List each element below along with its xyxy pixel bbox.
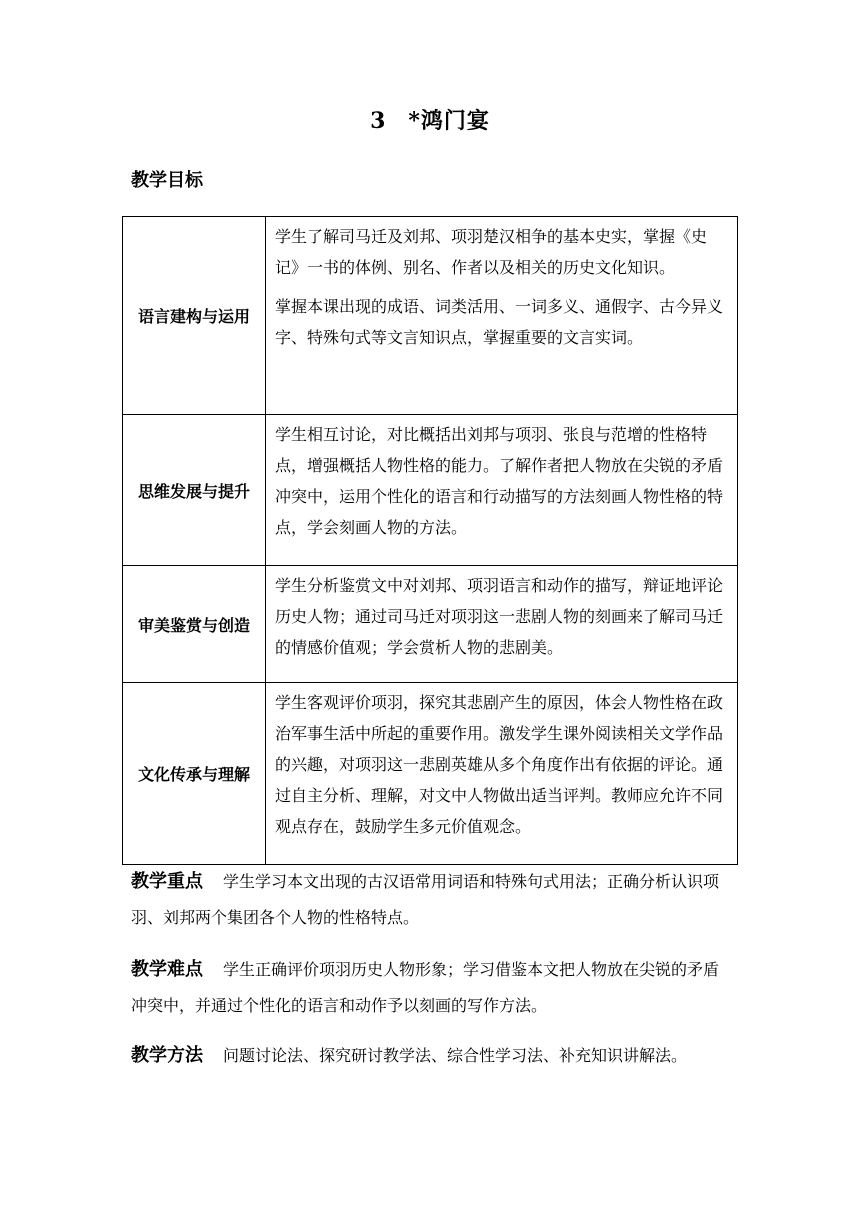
description-cell — [266, 683, 738, 865]
difficulties-label: 教学难点 — [131, 959, 203, 980]
methods-paragraph — [131, 1038, 731, 1074]
description-paragraph: 学生相互讨论，对比概括出刘邦与项羽、张良与范增的性格特点，增强概括人物性格的能力。了解作者把人物放在尖锐的矛盾冲突中，运用个性化的语言和行动描写的方法刻画人物性格的特点，学会刻画人物的方法。 — [275, 425, 724, 537]
objectives-table — [122, 216, 738, 865]
category-cell: 审美鉴赏与创造 — [123, 566, 266, 683]
lesson-number: 3 — [370, 108, 387, 134]
description-paragraph: 掌握本课出现的成语、词类活用、一词多义、通假字、古今异义字、特殊句式等文言知识点，掌握重要的文言实词。 — [275, 297, 724, 347]
key-points-text: 学生学习本文出现的古汉语常用词语和特殊句式用法；正确分析认识项羽、刘邦两个集团各个人物的性格特点。 — [131, 872, 720, 927]
table-row — [123, 566, 738, 683]
description-cell — [266, 415, 738, 566]
objectives-heading: 教学目标 — [131, 170, 203, 191]
methods-text: 问题讨论法、探究研讨教学法、综合性学习法、补充知识讲解法。 — [223, 1046, 688, 1065]
description-cell — [266, 217, 738, 415]
description-paragraph: 学生客观评价项羽，探究其悲剧产生的原因，体会人物性格在政治军事生活中所起的重要作用。激发学生课外阅读相关文学作品的兴趣，对项羽这一悲剧英雄从多个角度作出有依据的评论。通过自主分析、理解，对文中人物做出适当评判。教师应允许不同观点存在，鼓励学生多元价值观念。 — [275, 693, 724, 836]
lesson-title: *鸿门宴 — [408, 108, 490, 134]
category-cell: 文化传承与理解 — [123, 683, 266, 865]
methods-label: 教学方法 — [131, 1045, 203, 1066]
document-title — [0, 104, 860, 135]
category-cell: 语言建构与运用 — [123, 217, 266, 415]
key-points-label: 教学重点 — [131, 871, 203, 892]
table-row — [123, 683, 738, 865]
description-cell — [266, 566, 738, 683]
difficulties-paragraph — [131, 952, 731, 1024]
table-row — [123, 415, 738, 566]
difficulties-text: 学生正确评价项羽历史人物形象；学习借鉴本文把人物放在尖锐的矛盾冲突中，并通过个性化的语言和动作予以刻画的写作方法。 — [131, 960, 720, 1015]
table-row — [123, 217, 738, 415]
category-cell: 思维发展与提升 — [123, 415, 266, 566]
description-paragraph: 学生了解司马迁及刘邦、项羽楚汉相争的基本史实，掌握《史记》一书的体例、别名、作者以及相关的历史文化知识。 — [275, 227, 708, 277]
description-paragraph: 学生分析鉴赏文中对刘邦、项羽语言和动作的描写，辩证地评论历史人物；通过司马迁对项羽这一悲剧人物的刻画来了解司马迁的情感价值观；学会赏析人物的悲剧美。 — [275, 576, 724, 657]
key-points-paragraph — [131, 864, 731, 936]
